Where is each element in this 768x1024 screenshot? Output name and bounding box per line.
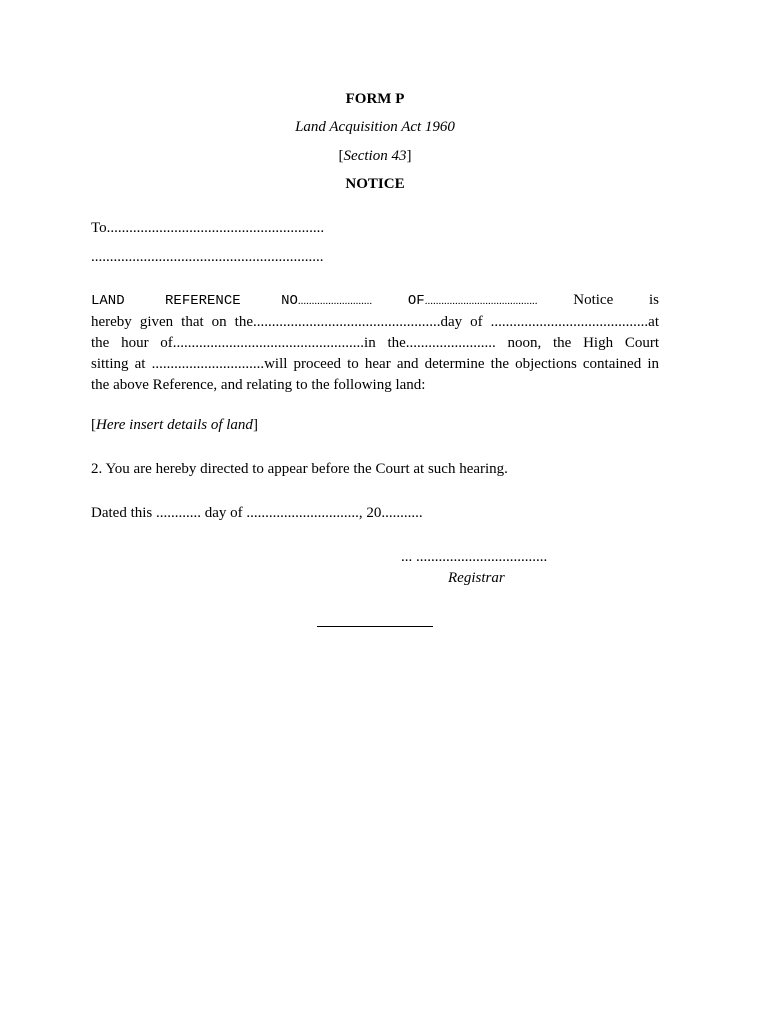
section-reference bbox=[0, 148, 750, 165]
notice-line-3: the hour of...................................................in the........................ noon, the High Court bbox=[91, 335, 659, 351]
section-bracket-close: ] bbox=[406, 148, 412, 164]
notice-line-2: hereby given that on the..................................................day of ..........................................at bbox=[91, 314, 659, 330]
notice-paragraph bbox=[91, 290, 659, 396]
form-title: FORM P bbox=[345, 91, 405, 107]
dated-line: Dated this ............ day of .............................., 20........... bbox=[91, 505, 423, 521]
land-details-placeholder bbox=[91, 417, 258, 434]
section-text: Section 43 bbox=[343, 148, 407, 164]
insert-bracket-open: [ bbox=[91, 417, 96, 433]
signature-line: ... ................................... bbox=[401, 549, 548, 565]
of-label: OF bbox=[407, 293, 425, 309]
registrar-title: Registrar bbox=[448, 570, 505, 586]
addressee-line-2: .............................................................. bbox=[91, 249, 324, 265]
notice-line-5: the above Reference, and relating to the following land: bbox=[91, 377, 426, 393]
of-dots: ......................................... bbox=[424, 295, 538, 307]
notice-is-text: Notice is bbox=[573, 292, 660, 308]
land-reference-label: LAND REFERENCE NO bbox=[91, 293, 298, 309]
land-reference-dots: ........................... bbox=[297, 295, 373, 307]
insert-bracket-close: ] bbox=[252, 417, 258, 433]
notice-heading: NOTICE bbox=[345, 176, 405, 192]
insert-text: Here insert details of land bbox=[96, 417, 253, 433]
addressee-line-1: To.......................................................... bbox=[91, 220, 325, 236]
act-name: Land Acquisition Act 1960 bbox=[295, 119, 455, 135]
closing-rule bbox=[317, 626, 433, 627]
direction-paragraph: 2. You are hereby directed to appear before the Court at such hearing. bbox=[91, 461, 508, 477]
notice-line-4: sitting at ..............................will proceed to hear and determine the objections contained in bbox=[91, 356, 659, 372]
section-bracket-open: [ bbox=[338, 148, 344, 164]
notice-line-1 bbox=[91, 290, 659, 312]
